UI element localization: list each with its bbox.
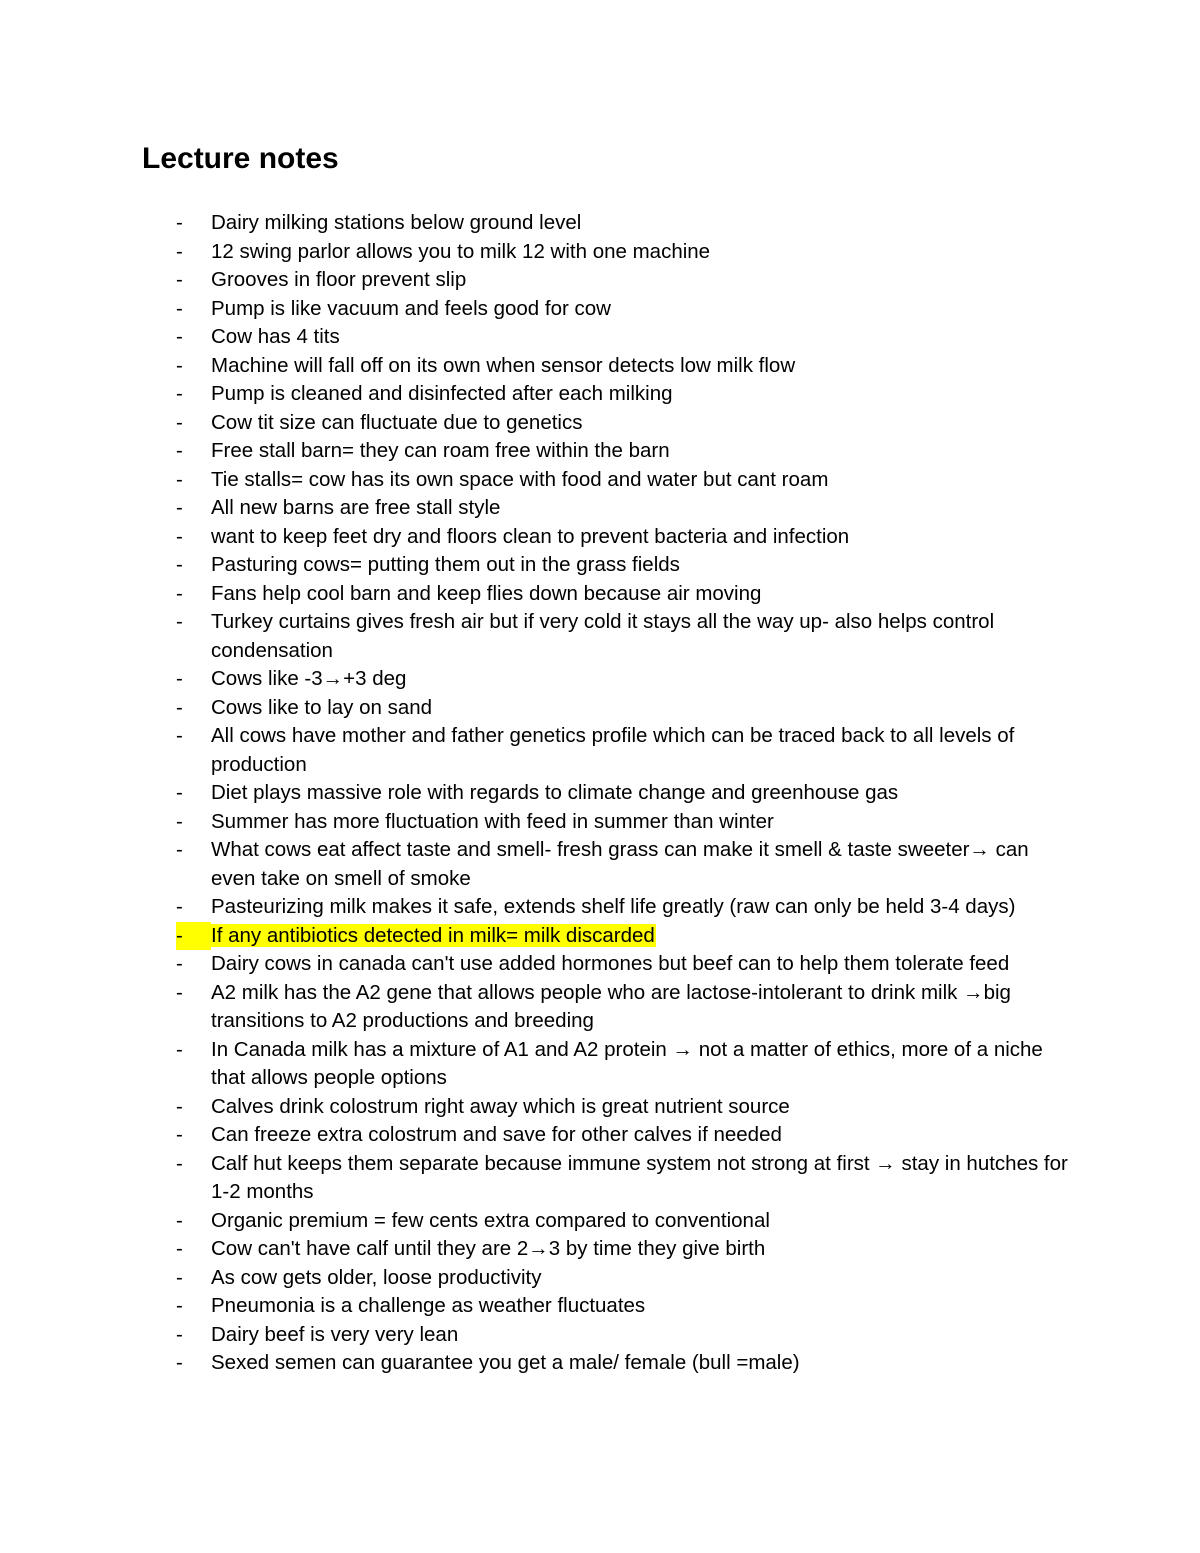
list-item-text-wrap: [211, 1264, 1071, 1293]
list-item: [0, 979, 1200, 1036]
list-item-text: Can freeze extra colostrum and save for other calves if needed: [211, 1123, 782, 1146]
list-item: [0, 1036, 1200, 1093]
list-item-text-wrap: [211, 922, 1071, 951]
list-item-text: Calf hut keeps them separate because immune system not strong at first → stay in hutches for 1-2 months: [211, 1151, 1068, 1203]
list-item-text-wrap: [211, 494, 1071, 523]
bullet-dash: -: [176, 553, 183, 576]
list-item-text: 12 swing parlor allows you to milk 12 with one machine: [211, 239, 711, 263]
bullet-dash: -: [176, 1322, 183, 1346]
bullet-dash: -: [176, 467, 183, 491]
list-item-text: Fans help cool barn and keep flies down because air moving: [211, 581, 762, 605]
list-item: [0, 1264, 1200, 1293]
page-title: Lecture notes: [142, 142, 339, 175]
list-item: [0, 1321, 1200, 1350]
list-item: [0, 1349, 1200, 1378]
list-item: [0, 295, 1200, 324]
list-item-text: Cow tit size can fluctuate due to genetics: [211, 410, 583, 434]
list-item-text: If any antibiotics detected in milk= milk discarded: [211, 923, 655, 947]
bullet-dash: -: [176, 1265, 183, 1289]
list-item-text-wrap: [211, 352, 1071, 381]
list-item: [0, 352, 1200, 381]
list-item: [0, 1292, 1200, 1321]
bullet-dash: -: [176, 952, 183, 975]
bullet-dash: -: [176, 382, 183, 405]
list-item-text-wrap: [211, 1121, 1071, 1150]
list-item-text: Cow can't have calf until they are 2→3 by time they give birth: [211, 1237, 766, 1260]
list-item: [0, 836, 1200, 893]
bullet-dash: -: [176, 838, 183, 861]
bullet-dash: -: [176, 1094, 183, 1118]
list-item-text-wrap: [211, 1093, 1071, 1122]
list-item: [0, 1235, 1200, 1264]
list-item-text: All new barns are free stall style: [211, 496, 501, 519]
list-item: [0, 608, 1200, 665]
bullet-dash: -: [176, 1237, 183, 1260]
list-item: [0, 1093, 1200, 1122]
list-item-text: Free stall barn= they can roam free within the barn: [211, 439, 670, 462]
list-item: [0, 1150, 1200, 1207]
list-item-text: Pasteurizing milk makes it safe, extends shelf life greatly (raw can only be held 3-4 days): [211, 895, 1016, 918]
list-item-text: As cow gets older, loose productivity: [211, 1265, 542, 1289]
bullet-dash: -: [176, 496, 183, 519]
list-item: [0, 779, 1200, 808]
bullet-dash: -: [176, 809, 183, 833]
list-item-text: Pump is like vacuum and feels good for cow: [211, 296, 611, 320]
bullet-dash: -: [176, 1294, 183, 1317]
bullet-dash: -: [176, 325, 183, 348]
list-item-text-wrap: [211, 209, 1071, 238]
list-item: [0, 808, 1200, 837]
list-item-text: Cows like to lay on sand: [211, 695, 433, 719]
bullet-dash: -: [176, 724, 183, 747]
bullet-dash: -: [176, 239, 183, 263]
bullet-dash: -: [176, 1123, 183, 1146]
list-item-text-wrap: [211, 380, 1071, 409]
list-item-text-wrap: [211, 608, 1071, 665]
list-item: [0, 266, 1200, 295]
bullet-dash: -: [176, 895, 183, 918]
list-item-text-wrap: [211, 722, 1071, 779]
list-item-text-wrap: [211, 523, 1071, 552]
list-item-text-wrap: [211, 694, 1071, 723]
list-item-text-wrap: [211, 836, 1071, 893]
list-item-text-wrap: [211, 238, 1071, 267]
list-item-text-wrap: [211, 551, 1071, 580]
list-item-text: Dairy milking stations below ground level: [211, 211, 582, 234]
list-item-text: What cows eat affect taste and smell- fresh grass can make it smell & taste sweeter→ can even take on smell of smoke: [211, 838, 1029, 890]
list-item-text: Organic premium = few cents extra compared to conventional: [211, 1208, 770, 1232]
list-item: [0, 722, 1200, 779]
list-item: [0, 437, 1200, 466]
list-item-text: Dairy beef is very very lean: [211, 1322, 459, 1346]
list-item-text-wrap: [211, 1207, 1071, 1236]
list-item-text-wrap: [211, 580, 1071, 609]
list-item: [0, 238, 1200, 267]
list-item-text: Tie stalls= cow has its own space with food and water but cant roam: [211, 467, 829, 491]
list-item-highlighted: [0, 922, 1200, 951]
list-item: [0, 409, 1200, 438]
list-item-text: Pasturing cows= putting them out in the grass fields: [211, 553, 680, 576]
list-item-text: In Canada milk has a mixture of A1 and A2 protein → not a matter of ethics, more of a niche that allows people options: [211, 1037, 1043, 1089]
list-item: [0, 551, 1200, 580]
list-item: [0, 665, 1200, 694]
bullet-dash: -: [176, 439, 183, 462]
list-item-text: Summer has more fluctuation with feed in summer than winter: [211, 809, 774, 833]
list-item-text-wrap: [211, 979, 1071, 1036]
list-item: [0, 950, 1200, 979]
list-item-text-wrap: [211, 409, 1071, 438]
list-item: [0, 380, 1200, 409]
list-item-text: Pump is cleaned and disinfected after each milking: [211, 382, 673, 405]
list-item: [0, 209, 1200, 238]
list-item-text: Cow has 4 tits: [211, 325, 340, 348]
bullet-dash: -: [176, 353, 183, 377]
list-item-text-wrap: [211, 665, 1071, 694]
list-item-text: Cows like -3→+3 deg: [211, 667, 407, 690]
bullet-dash: -: [176, 211, 183, 234]
bullet-dash: -: [176, 1151, 183, 1175]
list-item-text: A2 milk has the A2 gene that allows people who are lactose-intolerant to drink milk →big transitions to A2 productions and breeding: [211, 980, 1011, 1032]
list-item: [0, 323, 1200, 352]
list-item-text-wrap: [211, 1150, 1071, 1207]
list-item-text-wrap: [211, 1235, 1071, 1264]
list-item-text: Grooves in floor prevent slip: [211, 268, 467, 291]
list-item-text-wrap: [211, 950, 1071, 979]
list-item-text: Turkey curtains gives fresh air but if very cold it stays all the way up- also helps control condensation: [211, 610, 995, 662]
list-item-text: Dairy cows in canada can't use added hormones but beef can to help them tolerate feed: [211, 952, 1010, 975]
bullet-dash: -: [176, 1208, 183, 1232]
bullet-dash: -: [176, 922, 211, 951]
bullet-dash: -: [176, 268, 183, 291]
list-item-text: Machine will fall off on its own when sensor detects low milk flow: [211, 353, 796, 377]
list-item-text: Calves drink colostrum right away which is great nutrient source: [211, 1094, 790, 1118]
list-item: [0, 1207, 1200, 1236]
list-item-text-wrap: [211, 466, 1071, 495]
list-item: [0, 580, 1200, 609]
list-item-text-wrap: [211, 323, 1071, 352]
list-item: [0, 694, 1200, 723]
bullet-dash: -: [176, 781, 183, 804]
list-item-text: Sexed semen can guarantee you get a male/ female (bull =male): [211, 1351, 800, 1374]
list-item-text-wrap: [211, 779, 1071, 808]
list-item-text: Pneumonia is a challenge as weather fluctuates: [211, 1294, 646, 1317]
list-item-text-wrap: [211, 1349, 1071, 1378]
bullet-dash: -: [176, 1351, 183, 1374]
list-item-text-wrap: [211, 1292, 1071, 1321]
list-item-text-wrap: [211, 266, 1071, 295]
list-item: [0, 1121, 1200, 1150]
list-item-text: Diet plays massive role with regards to climate change and greenhouse gas: [211, 781, 899, 804]
list-item-text: want to keep feet dry and floors clean to prevent bacteria and infection: [211, 524, 850, 548]
bullet-dash: -: [176, 695, 183, 719]
list-item: [0, 523, 1200, 552]
list-item: [0, 494, 1200, 523]
list-item-text: All cows have mother and father genetics profile which can be traced back to all levels of production: [211, 724, 1015, 776]
bullet-dash: -: [176, 524, 183, 548]
list-item-text-wrap: [211, 893, 1071, 922]
list-item-text-wrap: [211, 1321, 1071, 1350]
notes-list: [0, 209, 1200, 1378]
bullet-dash: -: [176, 980, 183, 1004]
bullet-dash: -: [176, 410, 183, 434]
list-item: [0, 466, 1200, 495]
bullet-dash: -: [176, 610, 183, 633]
list-item-text-wrap: [211, 295, 1071, 324]
list-item-text-wrap: [211, 437, 1071, 466]
bullet-dash: -: [176, 296, 183, 320]
list-item-text-wrap: [211, 1036, 1071, 1093]
bullet-dash: -: [176, 581, 183, 605]
bullet-dash: -: [176, 667, 183, 690]
bullet-dash: -: [176, 1037, 183, 1061]
list-item-text-wrap: [211, 808, 1071, 837]
list-item: [0, 893, 1200, 922]
